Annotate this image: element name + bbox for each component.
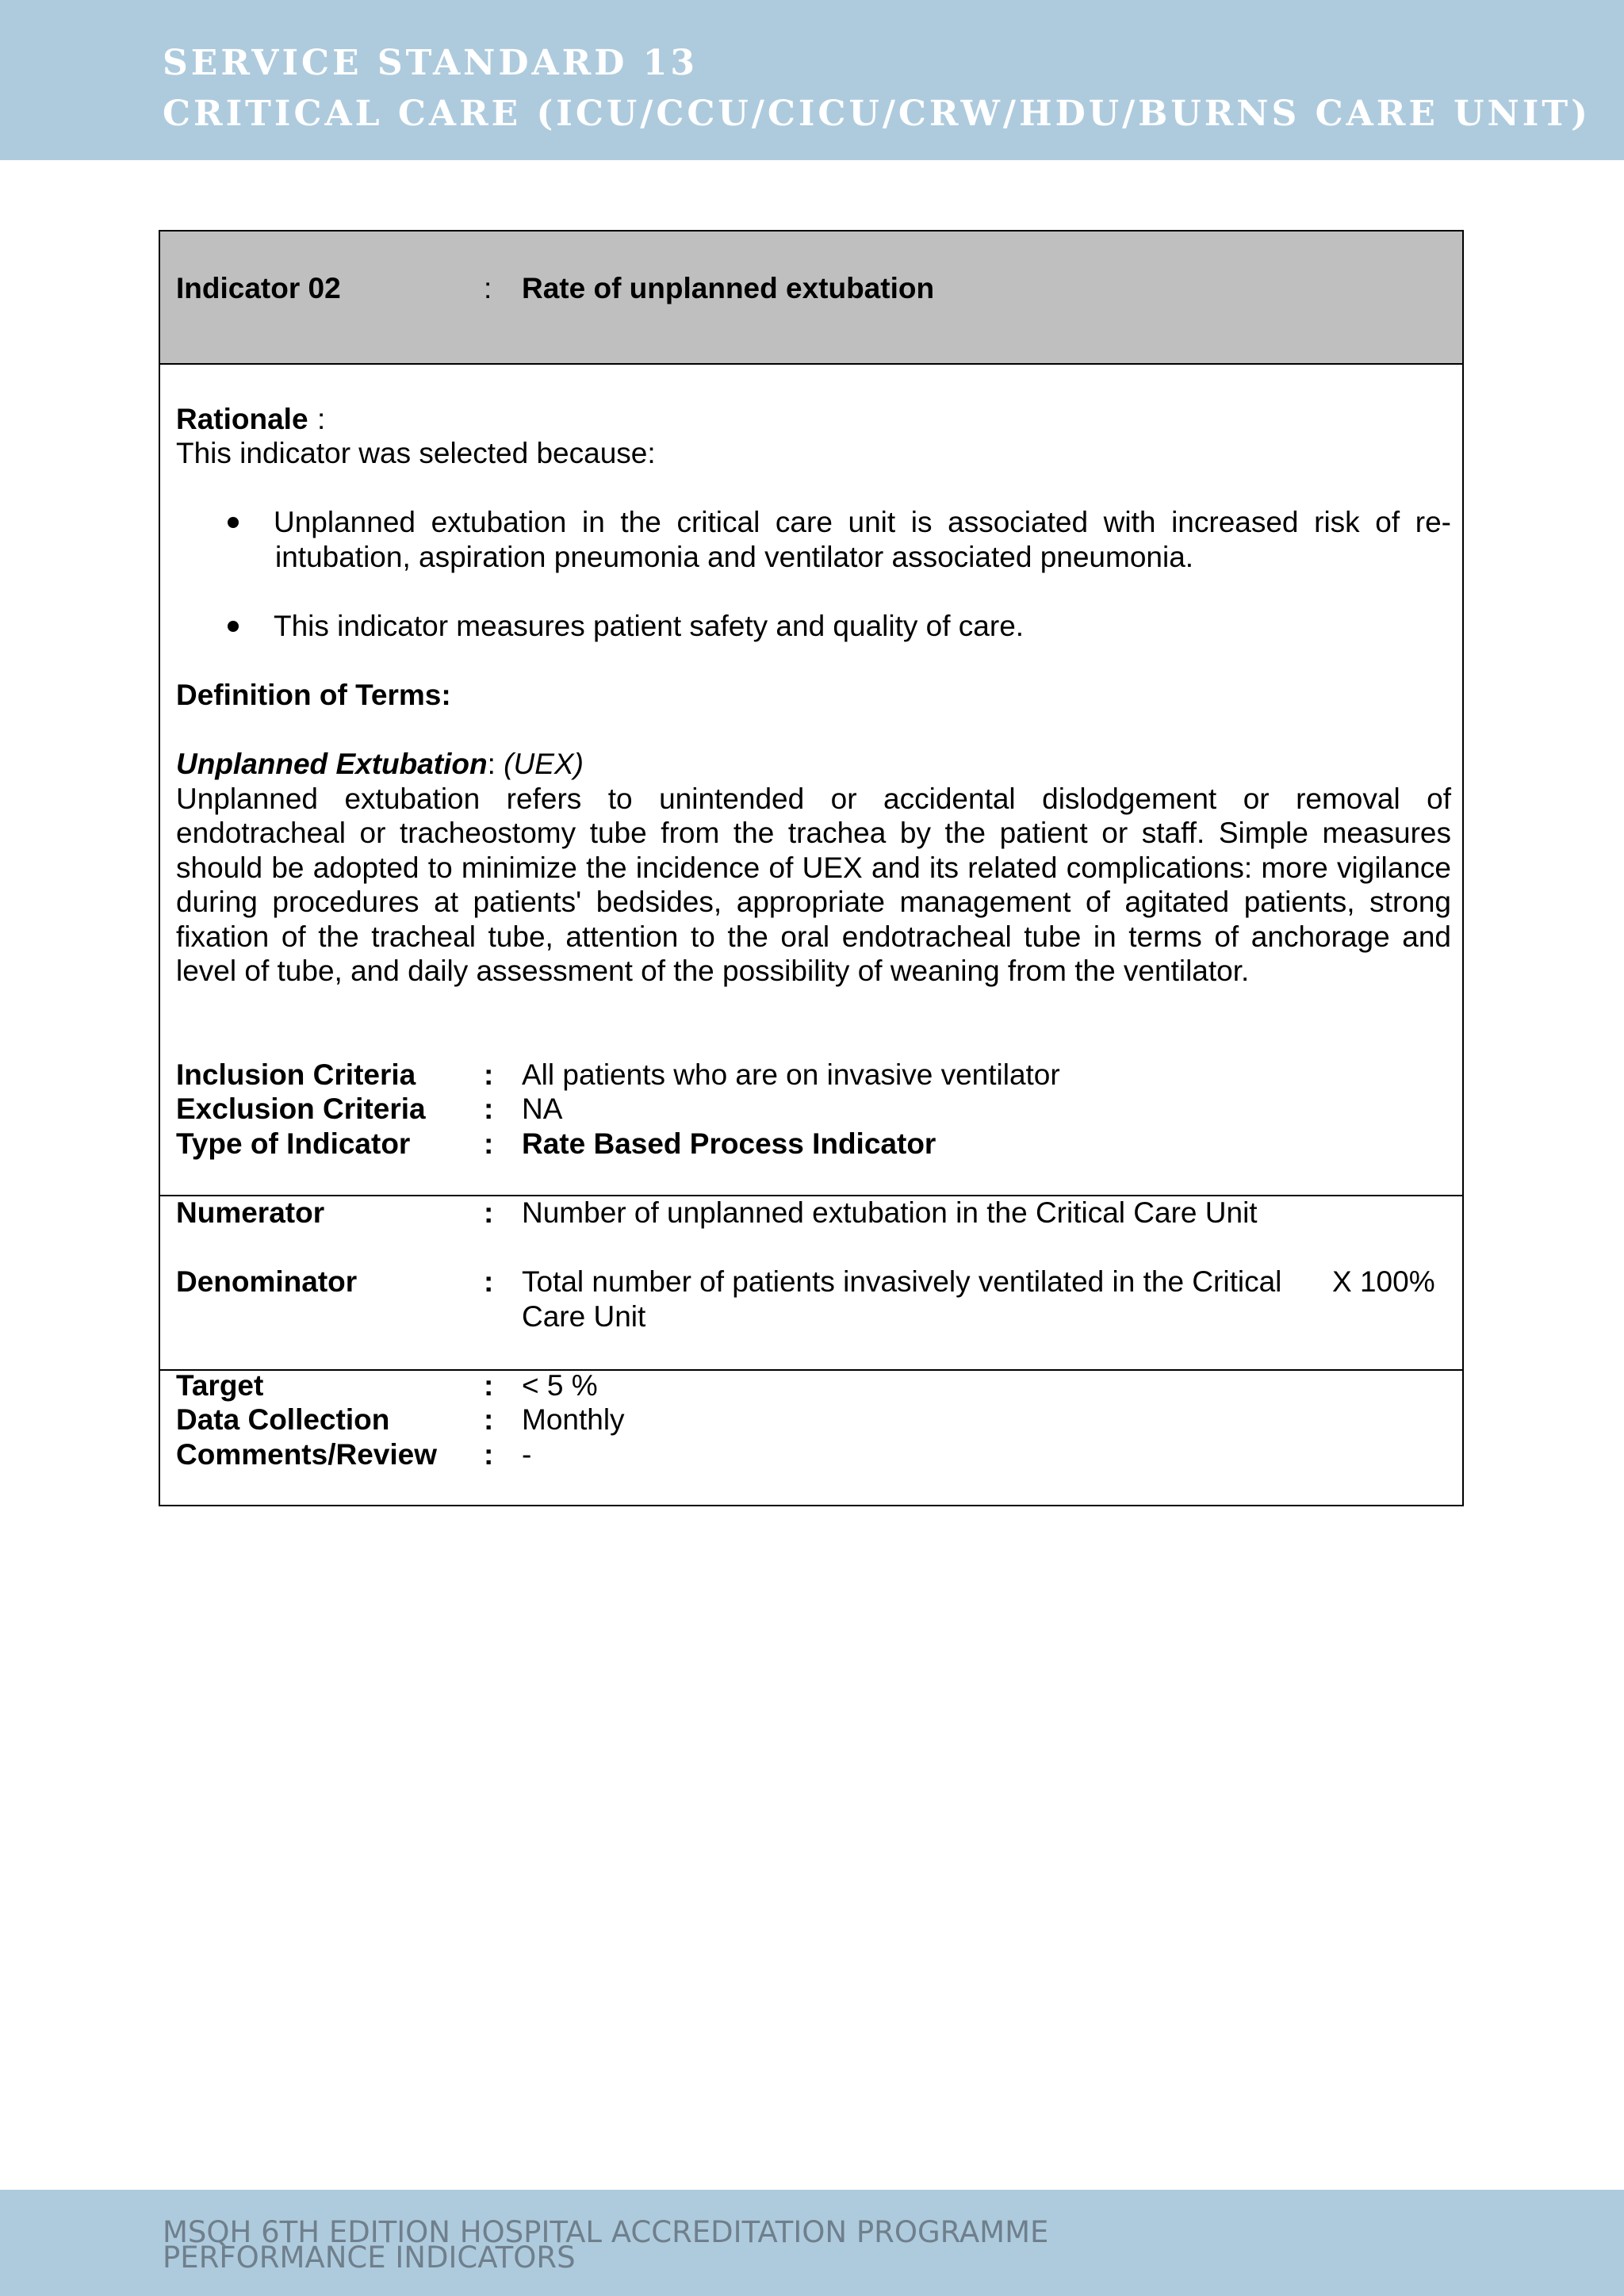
data-collection-label: Data Collection (176, 1403, 390, 1436)
rationale-colon: : (317, 403, 326, 435)
indicator-type-colon: : (484, 1127, 494, 1160)
rationale-bullet-2: This indicator measures patient safety and quality of care. (274, 610, 1025, 642)
indicator-label: Indicator 02 (176, 272, 341, 304)
indicator-type-label: Type of Indicator (176, 1127, 411, 1160)
exclusion-criteria-label: Exclusion Criteria (176, 1093, 426, 1125)
definition-line-2: endotracheal or tracheostomy tube from the trachea by the patient or staff. Simple measures (176, 817, 1451, 849)
rationale-intro: This indicator was selected because: (176, 437, 656, 469)
indicator-title: Rate of unplanned extubation (522, 272, 935, 304)
indicator-table (159, 230, 1464, 1506)
target-label: Target (176, 1369, 264, 1402)
inclusion-colon: : (484, 1058, 494, 1091)
definition-line-1: Unplanned extubation refers to unintended or accidental dislodgement or removal of (176, 783, 1451, 815)
definition-term-abbrev: (UEX) (504, 748, 584, 780)
denominator-value-line-1: Total number of patients invasively ventilated in the Critical (522, 1265, 1282, 1298)
multiplier: X 100% (1332, 1265, 1435, 1298)
rationale-bullet-1-line-1: Unplanned extubation in the critical care unit is associated with increased risk of re- (274, 506, 1451, 538)
inclusion-criteria-value: All patients who are on invasive ventilator (522, 1058, 1060, 1091)
exclusion-criteria-value: NA (522, 1093, 563, 1125)
rationale-heading: Rationale (176, 403, 308, 435)
exclusion-colon: : (484, 1093, 494, 1125)
numerator-label: Numerator (176, 1196, 325, 1229)
bullet-icon (228, 621, 239, 632)
denominator-colon: : (484, 1265, 494, 1298)
definition-line-4: during procedures at patients' bedsides, appropriate management of agitated patients, strong (176, 886, 1451, 918)
denominator-value-line-2: Care Unit (522, 1300, 646, 1333)
standard-number: SERVICE STANDARD 13 (163, 43, 698, 83)
comments-review-value: - (522, 1438, 532, 1471)
inclusion-criteria-label: Inclusion Criteria (176, 1058, 416, 1091)
target-colon: : (484, 1369, 494, 1402)
data-collection-value: Monthly (522, 1403, 625, 1436)
definition-term-row (176, 749, 584, 779)
data-collection-colon: : (484, 1403, 494, 1436)
row-divider (160, 1369, 1462, 1371)
rationale-bullet-1-line-2: intubation, aspiration pneumonia and ventilator associated pneumonia. (275, 541, 1194, 573)
definition-line-6: level of tube, and daily assessment of the possibility of weaning from the ventilator. (176, 955, 1250, 987)
definition-term: Unplanned Extubation (176, 748, 488, 780)
indicator-title-row (160, 232, 1462, 365)
definition-heading: Definition of Terms: (176, 679, 451, 711)
definition-line-3: should be adopted to minimize the incidence of UEX and its related complications: more vigilance (176, 851, 1451, 884)
footer-programme: MSQH 6TH EDITION HOSPITAL ACCREDITATION PROGRAMME (163, 2215, 1049, 2249)
bullet-icon (228, 517, 239, 528)
numerator-colon: : (484, 1196, 494, 1229)
comments-review-colon: : (484, 1438, 494, 1471)
denominator-label: Denominator (176, 1265, 358, 1298)
numerator-value: Number of unplanned extubation in the Critical Care Unit (522, 1196, 1258, 1229)
definition-term-colon: : (487, 748, 496, 780)
standard-title: CRITICAL CARE (ICU/CCU/CICU/CRW/HDU/BURNS CARE UNIT) (163, 94, 1591, 134)
definition-line-5: fixation of the tracheal tube, attention to the oral endotracheal tube in terms of anchorage and (176, 920, 1451, 953)
indicator-colon: : (484, 272, 492, 304)
indicator-type-value: Rate Based Process Indicator (522, 1127, 936, 1160)
comments-review-label: Comments/Review (176, 1438, 437, 1471)
footer-section: PERFORMANCE INDICATORS (163, 2241, 576, 2275)
target-value: < 5 % (522, 1369, 598, 1402)
